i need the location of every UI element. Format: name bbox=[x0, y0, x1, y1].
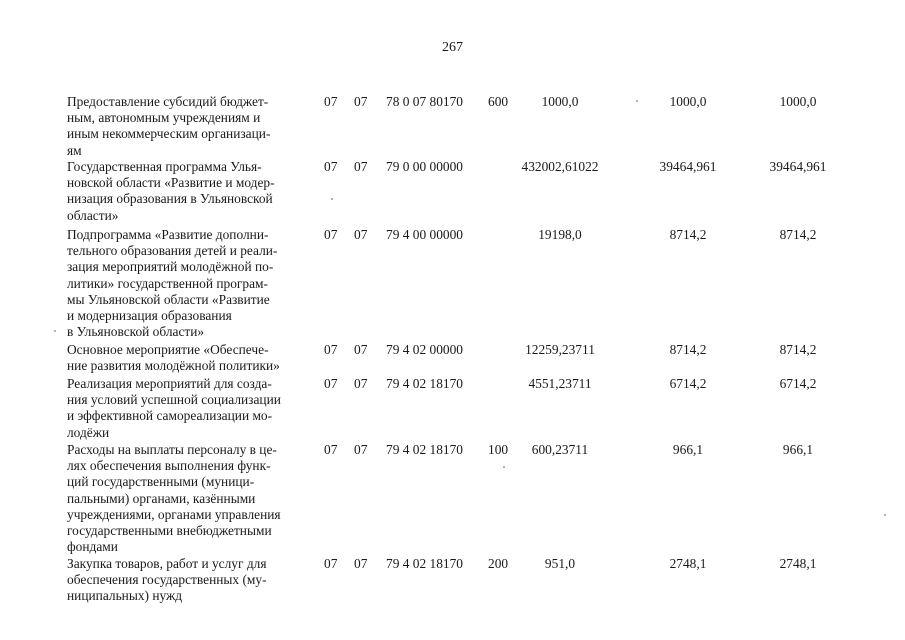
page-number: 267 bbox=[442, 40, 463, 55]
description-line: Реализация мероприятий для созда- bbox=[67, 376, 272, 391]
row-description bbox=[67, 342, 310, 374]
description-line: и модернизация образования bbox=[67, 308, 232, 324]
scan-speck bbox=[54, 330, 56, 332]
section-code: 07 bbox=[324, 159, 338, 174]
target-article-code: 79 4 02 18170 bbox=[386, 442, 463, 457]
description-line: лодёжи bbox=[67, 424, 110, 440]
description-line: Предоставление субсидий бюджет- bbox=[67, 94, 269, 109]
amount-year-1: 19198,0 bbox=[538, 227, 582, 242]
target-article-code: 79 4 02 18170 bbox=[386, 376, 463, 391]
amount-year-3: 8714,2 bbox=[779, 227, 817, 242]
amount-year-3: 39464,961 bbox=[769, 159, 827, 174]
amount-year-2: 39464,961 bbox=[659, 159, 717, 174]
subsection-code: 07 bbox=[354, 442, 368, 457]
target-article-code: 79 0 00 00000 bbox=[386, 159, 463, 174]
expense-type-code: 200 bbox=[488, 556, 509, 571]
scan-speck bbox=[884, 514, 886, 516]
description-line: Государственная программа Улья- bbox=[67, 159, 262, 174]
description-line: области» bbox=[67, 207, 119, 223]
description-line: пальными) органами, казёнными bbox=[67, 490, 256, 506]
expense-type-code: 100 bbox=[488, 442, 509, 457]
description-line: Подпрограмма «Развитие дополни- bbox=[67, 227, 269, 242]
target-article-code: 79 4 02 18170 bbox=[386, 556, 463, 571]
amount-year-3: 966,1 bbox=[782, 442, 814, 457]
scan-speck bbox=[636, 100, 638, 102]
amount-year-2: 2748,1 bbox=[669, 556, 707, 571]
description-line: ние развития молодёжной политики» bbox=[67, 358, 280, 374]
subsection-code: 07 bbox=[354, 556, 368, 571]
amount-year-2: 1000,0 bbox=[669, 94, 707, 109]
amount-year-1: 951,0 bbox=[544, 556, 576, 571]
description-line: низация образования в Ульяновской bbox=[67, 191, 273, 207]
scan-speck bbox=[503, 466, 505, 468]
row-description bbox=[67, 94, 310, 159]
description-line: ным, автономным учреждениям и bbox=[67, 110, 261, 126]
amount-year-1: 600,23711 bbox=[531, 442, 589, 457]
row-description bbox=[67, 376, 310, 441]
description-line: фондами bbox=[67, 539, 118, 555]
section-code: 07 bbox=[324, 342, 338, 357]
description-line: мы Ульяновской области «Развитие bbox=[67, 291, 270, 307]
row-description bbox=[67, 227, 310, 340]
description-line: тельного образования детей и реали- bbox=[67, 243, 278, 259]
subsection-code: 07 bbox=[354, 342, 368, 357]
description-line: литики» государственной програм- bbox=[67, 275, 268, 291]
amount-year-3: 2748,1 bbox=[779, 556, 817, 571]
description-line: ния условий успешной социализации bbox=[67, 392, 281, 408]
amount-year-1: 12259,23711 bbox=[525, 342, 595, 357]
description-line: новской области «Развитие и модер- bbox=[67, 175, 275, 191]
subsection-code: 07 bbox=[354, 227, 368, 242]
amount-year-3: 6714,2 bbox=[779, 376, 817, 391]
section-code: 07 bbox=[324, 556, 338, 571]
description-line: в Ульяновской области» bbox=[67, 324, 205, 340]
section-code: 07 bbox=[324, 442, 338, 457]
description-line: ям bbox=[67, 142, 82, 158]
description-line: государственными внебюджетными bbox=[67, 523, 272, 539]
amount-year-2: 8714,2 bbox=[669, 342, 707, 357]
amount-year-1: 4551,23711 bbox=[528, 376, 592, 391]
section-code: 07 bbox=[324, 227, 338, 242]
row-description bbox=[67, 442, 310, 555]
target-article-code: 79 4 00 00000 bbox=[386, 227, 463, 242]
amount-year-1: 1000,0 bbox=[541, 94, 579, 109]
amount-year-2: 6714,2 bbox=[669, 376, 707, 391]
description-line: ниципальных) нужд bbox=[67, 588, 183, 604]
description-line: Основное мероприятие «Обеспече- bbox=[67, 342, 269, 357]
row-description bbox=[67, 159, 310, 224]
target-article-code: 78 0 07 80170 bbox=[386, 94, 463, 109]
description-line: лях обеспечения выполнения функ- bbox=[67, 458, 271, 474]
subsection-code: 07 bbox=[354, 159, 368, 174]
description-line: Расходы на выплаты персоналу в це- bbox=[67, 442, 277, 457]
subsection-code: 07 bbox=[354, 94, 368, 109]
amount-year-1: 432002,61022 bbox=[521, 159, 599, 174]
row-description bbox=[67, 556, 310, 605]
amount-year-3: 1000,0 bbox=[779, 94, 817, 109]
expense-type-code: 600 bbox=[488, 94, 509, 109]
amount-year-3: 8714,2 bbox=[779, 342, 817, 357]
amount-year-2: 966,1 bbox=[672, 442, 704, 457]
description-line: обеспечения государственных (му- bbox=[67, 572, 267, 588]
section-code: 07 bbox=[324, 94, 338, 109]
description-line: учреждениями, органами управления bbox=[67, 506, 281, 522]
description-line: и эффективной самореализации мо- bbox=[67, 408, 273, 424]
description-line: зация мероприятий молодёжной по- bbox=[67, 259, 274, 275]
description-line: ций государственными (муници- bbox=[67, 474, 255, 490]
amount-year-2: 8714,2 bbox=[669, 227, 707, 242]
section-code: 07 bbox=[324, 376, 338, 391]
description-line: Закупка товаров, работ и услуг для bbox=[67, 556, 267, 571]
scan-speck bbox=[331, 198, 333, 200]
description-line: иным некоммерческим организаци- bbox=[67, 126, 271, 142]
target-article-code: 79 4 02 00000 bbox=[386, 342, 463, 357]
subsection-code: 07 bbox=[354, 376, 368, 391]
